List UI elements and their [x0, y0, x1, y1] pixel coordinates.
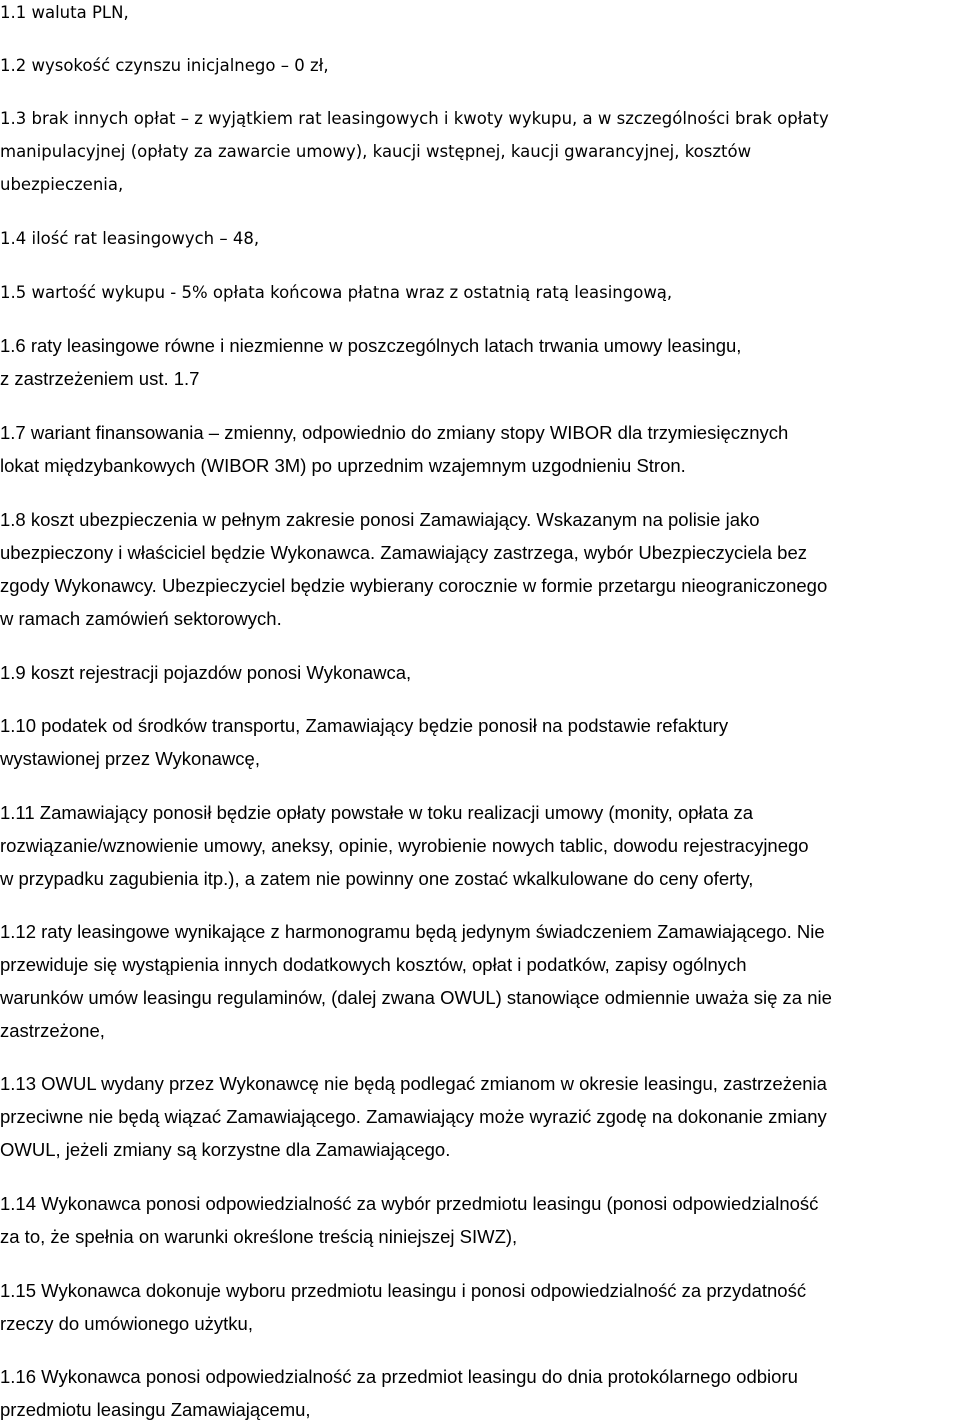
text-line: 1.12 raty leasingowe wynikające z harmonogramu będą jedynym świadczeniem Zamawiającego. Nie: [0, 921, 825, 942]
paragraph-1-2: [0, 49, 956, 82]
text-line: ubezpieczenia,: [0, 175, 124, 194]
text-line: przedmiotu leasingu Zamawiającemu,: [0, 1399, 311, 1420]
paragraph-1-13: [0, 1067, 956, 1166]
paragraph-1-4: [0, 222, 956, 255]
text-line: 1.7 wariant finansowania – zmienny, odpowiednio do zmiany stopy WIBOR dla trzymiesięcznych: [0, 422, 789, 443]
text-line: 1.2 wysokość czynszu inicjalnego – 0 zł,: [0, 56, 329, 75]
text-line: przeciwne nie będą wiązać Zamawiającego. Zamawiający może wyrazić zgodę na dokonanie zmiany: [0, 1106, 827, 1127]
text-line: warunków umów leasingu regulaminów, (dalej zwana OWUL) stanowiące odmiennie uważa się za nie: [0, 987, 832, 1008]
text-line: wystawionej przez Wykonawcę,: [0, 748, 260, 769]
text-line: 1.5 wartość wykupu - 5% opłata końcowa płatna wraz z ostatnią ratą leasingową,: [0, 283, 673, 302]
text-line: manipulacyjnej (opłaty za zawarcie umowy), kaucji wstępnej, kaucji gwarancyjnej, kosztów: [0, 142, 752, 161]
text-line: z zastrzeżeniem ust. 1.7: [0, 368, 200, 389]
paragraph-1-3: [0, 102, 956, 201]
text-line: 1.8 koszt ubezpieczenia w pełnym zakresie ponosi Zamawiający. Wskazanym na polisie jako: [0, 509, 760, 530]
text-line: rozwiązanie/wznowienie umowy, aneksy, opinie, wyrobienie nowych tablic, dowodu rejestracyjnego: [0, 835, 809, 856]
text-line: 1.13 OWUL wydany przez Wykonawcę nie będą podlegać zmianom w okresie leasingu, zastrzeżenia: [0, 1073, 827, 1094]
text-line: ubezpieczony i właściciel będzie Wykonawca. Zamawiający zastrzega, wybór Ubezpieczyciela bez: [0, 542, 807, 563]
text-line: zastrzeżone,: [0, 1020, 105, 1041]
paragraph-1-16: [0, 1360, 956, 1426]
text-line: 1.16 Wykonawca ponosi odpowiedzialność za przedmiot leasingu do dnia protokólarnego odbioru: [0, 1366, 798, 1387]
paragraph-1-6: [0, 329, 956, 395]
text-line: lokat międzybankowych (WIBOR 3M) po uprzednim wzajemnym uzgodnieniu Stron.: [0, 455, 686, 476]
text-line: w ramach zamówień sektorowych.: [0, 608, 282, 629]
text-line: 1.14 Wykonawca ponosi odpowiedzialność za wybór przedmiotu leasingu (ponosi odpowiedzialność: [0, 1193, 819, 1214]
text-line: 1.15 Wykonawca dokonuje wyboru przedmiotu leasingu i ponosi odpowiedzialność za przydatność: [0, 1280, 807, 1301]
paragraph-1-7: [0, 416, 956, 482]
text-line: 1.11 Zamawiający ponosił będzie opłaty powstałe w toku realizacji umowy (monity, opłata za: [0, 802, 754, 823]
text-line: 1.9 koszt rejestracji pojazdów ponosi Wykonawca,: [0, 662, 412, 683]
paragraph-1-12: [0, 915, 956, 1047]
paragraph-1-11: [0, 796, 956, 895]
text-line: przewiduje się wystąpienia innych dodatkowych kosztów, opłat i podatków, zapisy ogólnych: [0, 954, 747, 975]
text-line: 1.6 raty leasingowe równe i niezmienne w poszczególnych latach trwania umowy leasingu,: [0, 335, 742, 356]
text-line: 1.1 waluta PLN,: [0, 3, 129, 22]
text-line: w przypadku zagubienia itp.), a zatem nie powinny one zostać wkalkulowane do ceny oferty,: [0, 868, 754, 889]
paragraph-1-9: [0, 656, 956, 689]
paragraph-1-1: [0, 0, 956, 29]
paragraph-1-8: [0, 503, 956, 635]
paragraph-1-15: [0, 1274, 956, 1340]
paragraph-1-14: [0, 1187, 956, 1253]
paragraph-1-10: [0, 709, 956, 775]
text-line: OWUL, jeżeli zmiany są korzystne dla Zamawiającego.: [0, 1139, 451, 1160]
text-line: 1.4 ilość rat leasingowych – 48,: [0, 229, 260, 248]
text-line: 1.3 brak innych opłat – z wyjątkiem rat leasingowych i kwoty wykupu, a w szczególności brak opłaty: [0, 109, 829, 128]
text-line: rzeczy do umówionego użytku,: [0, 1313, 253, 1334]
text-line: 1.10 podatek od środków transportu, Zamawiający będzie ponosił na podstawie refaktury: [0, 715, 729, 736]
text-line: zgody Wykonawcy. Ubezpieczyciel będzie wybierany corocznie w formie przetargu nieograniczonego: [0, 575, 828, 596]
text-line: za to, że spełnia on warunki określone treścią niniejszej SIWZ),: [0, 1226, 518, 1247]
paragraph-1-5: [0, 276, 956, 309]
